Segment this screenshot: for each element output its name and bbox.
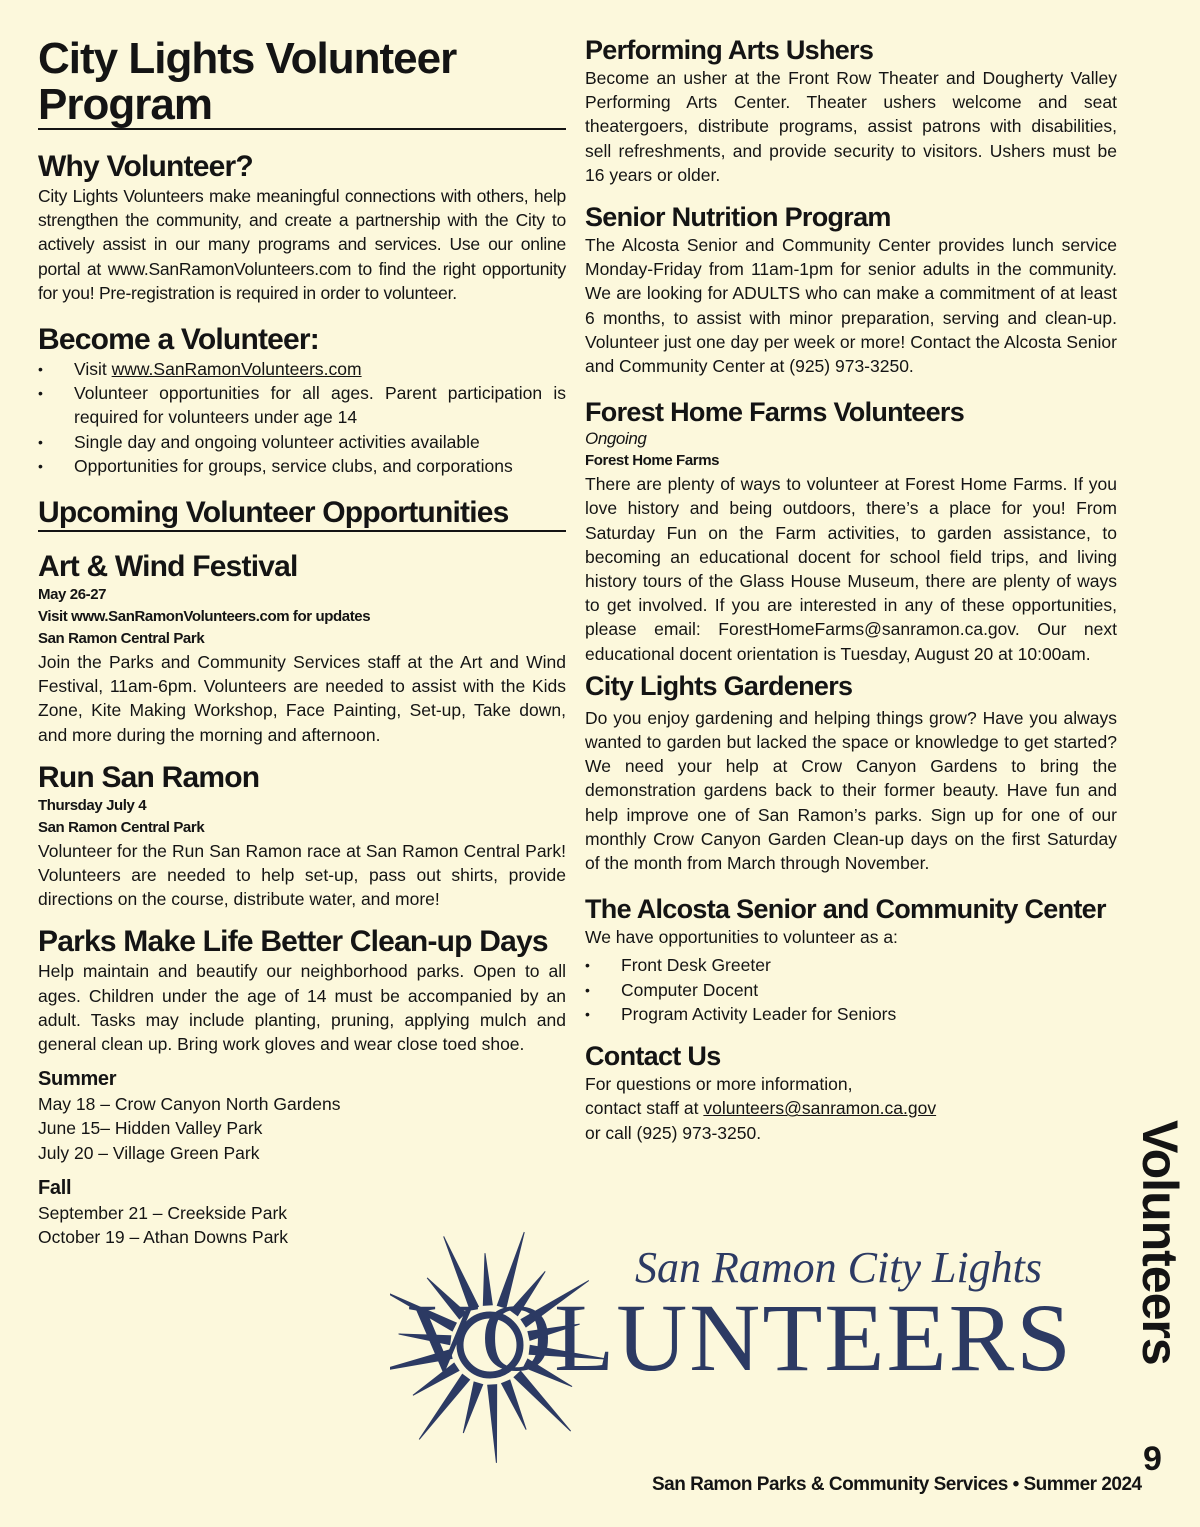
contact-prefix: contact staff at bbox=[585, 1098, 704, 1119]
list-item: • Opportunities for groups, service clubs, and corporations bbox=[38, 454, 566, 478]
fall-label: Fall bbox=[38, 1176, 72, 1199]
footer-text: San Ramon Parks & Community Services • Summer 2024 bbox=[652, 1474, 1142, 1495]
run-location: San Ramon Central Park bbox=[38, 818, 205, 836]
why-volunteer-heading: Why Volunteer? bbox=[38, 150, 253, 183]
summer-date-3: July 20 – Village Green Park bbox=[38, 1142, 260, 1163]
logo-svg bbox=[390, 1210, 1080, 1480]
sunburst-ray bbox=[488, 1385, 497, 1463]
alcosta-intro: We have opportunities to volunteer as a: bbox=[585, 927, 898, 948]
contact-line-1: For questions or more information, bbox=[585, 1074, 853, 1095]
contact-heading: Contact Us bbox=[585, 1041, 721, 1072]
left-column bbox=[38, 30, 566, 1249]
art-wind-location: San Ramon Central Park bbox=[38, 630, 205, 648]
parks-heading: Parks Make Life Better Clean-up Days bbox=[38, 925, 548, 959]
forest-text: There are plenty of ways to volunteer at Forest Home Farms. If you love history and being outdoors, there’s a place for you! From Saturday Fun on the Farm activities, to garden assistance, to becoming an educational docent for school field trips, and living history tours of the Glass House Museum, there are plenty of ways to get involved. If you are interested in any of these opportunities, please email: ForestHomeFarms@sanramon.ca.gov. Our next educational docent orientation is Tuesday, August 20 at 10:00am. bbox=[585, 474, 1117, 664]
why-volunteer-text: City Lights Volunteers make meaningful connections with others, help strengthen the community, and create a partnership with the City to actively assist in our many programs and services. Use our online portal at www.SanRamonVolunteers.com to find the right opportunity for you! Pre-registration is required in order to volunteer. bbox=[38, 186, 566, 303]
page-title bbox=[38, 36, 566, 130]
gardeners-heading: City Lights Gardeners bbox=[585, 670, 853, 701]
art-wind-visit: Visit www.SanRamonVolunteers.com for updates bbox=[38, 608, 371, 626]
contact-line-2 bbox=[585, 1096, 1117, 1120]
run-date: Thursday July 4 bbox=[38, 796, 147, 814]
nutrition-text: The Alcosta Senior and Community Center provides lunch service Monday-Friday from 11am-1pm for senior adults in the community. We are looking for ADULTS who can make a commitment of at least 6 months, to assist with minor preparation, serving and clean-up. Volunteer just one day per week or more! Contact the Alcosta Senior and Community Center at (925) 973-3250. bbox=[585, 235, 1117, 377]
list-item: • Single day and ongoing volunteer activities available bbox=[38, 430, 566, 454]
page-number: 9 bbox=[1143, 1440, 1162, 1478]
page-title-line-2: Program bbox=[38, 80, 212, 129]
logo-line-2: VOLUNTEERS bbox=[408, 1284, 1073, 1391]
parks-text: Help maintain and beautify our neighborhood parks. Open to all ages. Children under the age of 14 must be accompanied by an adult. Tasks may include planting, pruning, applying mulch and general clean up. Bring work gloves and wear close toed shoe. bbox=[38, 961, 566, 1055]
summer-date-1: May 18 – Crow Canyon North Gardens bbox=[38, 1094, 341, 1115]
forest-heading: Forest Home Farms Volunteers bbox=[585, 397, 965, 428]
run-heading: Run San Ramon bbox=[38, 760, 260, 794]
section-side-tab bbox=[1128, 1120, 1188, 1380]
forest-schedule: Ongoing bbox=[585, 429, 647, 449]
alcosta-list bbox=[585, 953, 1117, 1026]
art-wind-date: May 26-27 bbox=[38, 586, 107, 604]
contact-email-link[interactable]: volunteers@sanramon.ca.gov bbox=[703, 1098, 937, 1119]
upcoming-heading: Upcoming Volunteer Opportunities bbox=[38, 496, 566, 532]
volunteer-site-link[interactable]: www.SanRamonVolunteers.com bbox=[111, 359, 362, 380]
nutrition-heading: Senior Nutrition Program bbox=[585, 202, 891, 233]
contact-line-3: or call (925) 973-3250. bbox=[585, 1122, 762, 1143]
summer-label: Summer bbox=[38, 1068, 117, 1091]
fall-date-2: October 19 – Athan Downs Park bbox=[38, 1227, 288, 1248]
list-item bbox=[38, 357, 566, 381]
forest-location: Forest Home Farms bbox=[585, 452, 720, 470]
become-volunteer-list bbox=[38, 357, 566, 478]
ushers-heading: Performing Arts Ushers bbox=[585, 35, 874, 65]
list-item: • Front Desk Greeter bbox=[585, 953, 1117, 977]
summer-date-2: June 15– Hidden Valley Park bbox=[38, 1118, 263, 1139]
page-title-line-1: City Lights Volunteer bbox=[38, 34, 457, 83]
visit-prefix: Visit www.SanRamonVolunteers.com bbox=[74, 359, 362, 380]
run-text: Volunteer for the Run San Ramon race at San Ramon Central Park! Volunteers are needed to help set-up, pass out shirts, provide directions on the course, distribute water, and more! bbox=[38, 840, 566, 910]
side-tab-label: Volunteers bbox=[1132, 1120, 1188, 1365]
alcosta-heading: The Alcosta Senior and Community Center bbox=[585, 894, 1106, 925]
volunteers-logo bbox=[390, 1210, 1080, 1480]
fall-date-1: September 21 – Creekside Park bbox=[38, 1202, 288, 1223]
right-column bbox=[585, 34, 1117, 1145]
ushers-text: Become an usher at the Front Row Theater and Dougherty Valley Performing Arts Center. Theater ushers welcome and seat theatergoers, distribute programs, assist patrons with disabilities, sell refreshments, and provide security to visitors. Ushers must be 16 years or older. bbox=[585, 68, 1117, 185]
logo-line-1: San Ramon City Lights bbox=[635, 1243, 1043, 1292]
art-wind-text: Join the Parks and Community Services staff at the Art and Wind Festival, 11am-6pm. Volunteers are needed to assist with the Kids Zone, Kite Making Workshop, Face Painting, Set-up, Take down, and more during the morning and afternoon. bbox=[38, 652, 566, 745]
become-volunteer-heading: Become a Volunteer: bbox=[38, 323, 319, 357]
list-item: • Computer Docent bbox=[585, 978, 1117, 1002]
list-item: • Volunteer opportunities for all ages. Parent participation is required for volunteers under age 14 bbox=[38, 381, 566, 429]
gardeners-text: Do you enjoy gardening and helping things grow? Have you always wanted to garden but lacked the space or knowledge to get started? We need your help at Crow Canyon Gardens to bring the demonstration gardens back to their former beauty. Have fun and help improve one of San Ramon’s parks. Sign up for one of our monthly Crow Canyon Garden Clean-up days on the first Saturday of the month from March through November. bbox=[585, 707, 1117, 874]
list-item: • Program Activity Leader for Seniors bbox=[585, 1002, 1117, 1026]
art-wind-heading: Art & Wind Festival bbox=[38, 550, 298, 584]
